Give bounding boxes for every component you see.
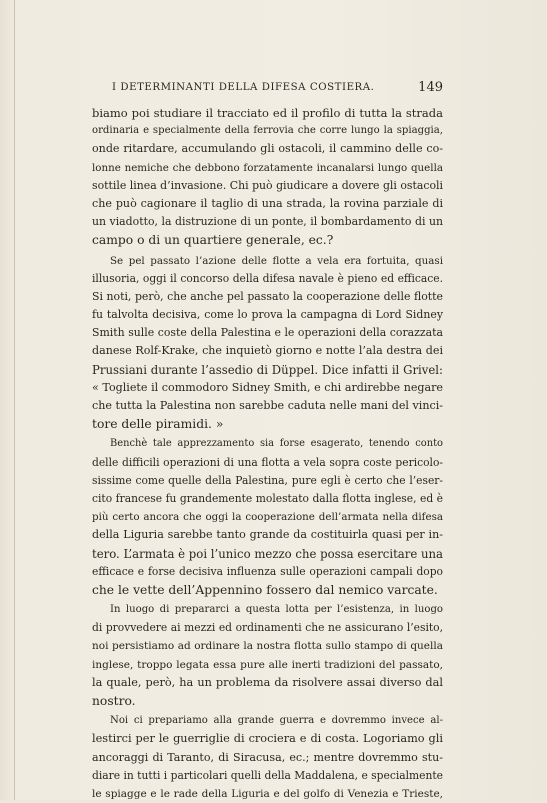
text-line: fu talvolta decisiva, come lo prova la campagna di Lord Sidney [92, 308, 443, 322]
text-line: cito francese fu grandemente molestato dalla flotta inglese, ed è [92, 491, 443, 505]
text-line: sissime come quelle della Palestina, pure egli è certo che l’eser- [92, 473, 443, 487]
text-line: diare in tutti i particolari quelli della Maddalena, e specialmente [92, 768, 443, 782]
text-line: della Liguria sarebbe tanto grande da costituirla quasi per in- [92, 528, 443, 542]
text-line: Se pel passato l’azione delle flotte a vela era fortuita, quasi [110, 254, 443, 267]
page-header [92, 80, 443, 100]
text-line: le spiagge e le rade della Liguria e del golfo di Venezia e Trieste, [92, 787, 443, 800]
text-line: lestirci per le guerriglie di crociera e di costa. Logoriamo gli [92, 732, 443, 746]
text-line: danese Rolf-Krake, che inquietò giorno e notte l’ala destra dei [92, 344, 443, 358]
running-title: I DETERMINANTI DELLA DIFESA COSTIERA. [112, 82, 375, 93]
text-line: che può cagionare il taglio di una strada, la rovina parziale di [92, 196, 443, 210]
text-line: Benchè tale apprezzamento sia forse esagerato, tenendo conto [110, 438, 443, 450]
text-line: Prussiani durante l’assedio di Düppel. Dice infatti il Grivel: [92, 362, 443, 377]
text-line: che le vette dell’Appennino fossero dal nemico varcate. [92, 582, 438, 597]
text-line: onde ritardare, accumulando gli ostacoli, il cammino delle co- [92, 142, 443, 156]
text-line: efficace e forse decisiva influenza sulle operazioni campali dopo [92, 564, 443, 578]
text-line: che tutta la Palestina non sarebbe caduta nelle mani del vinci- [92, 399, 443, 412]
text-line: In luogo di prepararci a questa lotta per l’esistenza, in luogo [110, 604, 443, 616]
text-line: tero. L’armata è poi l’unico mezzo che possa esercitare una [92, 546, 443, 561]
text-line: biamo poi studiare il tracciato ed il profilo di tutta la strada [92, 106, 443, 120]
text-line: « Togliete il commodoro Sidney Smith, e chi ardirebbe negare [92, 380, 443, 394]
text-line: di provvedere ai mezzi ed ordinamenti che ne assicurano l’esito, [92, 621, 443, 635]
text-line: noi persistiamo ad ordinare la nostra flotta sullo stampo di quella [92, 640, 443, 653]
text-line: delle difficili operazioni di una flotta a vela sopra coste pericolo- [92, 455, 443, 469]
page-number: 149 [418, 80, 443, 95]
text-line: un viadotto, la distruzione di un ponte, il bombardamento di un [92, 215, 443, 229]
text-line: la quale, però, ha un problema da risolvere assai diverso dal [92, 675, 443, 689]
text-line: Noi ci prepariamo alla grande guerra e dovremmo invece al- [110, 715, 443, 727]
text-line: ancoraggi di Taranto, di Siracusa, ec.; mentre dovremmo stu- [92, 750, 443, 764]
text-line: tore delle piramidi. » [92, 417, 224, 432]
text-line: Smith sulle coste della Palestina e le operazioni della corazzata [92, 326, 443, 340]
body-text [92, 104, 443, 803]
text-line: lonne nemiche che debbono forzatamente incanalarsi lungo quella [92, 161, 443, 174]
text-line: più certo ancora che oggi la cooperazione dell’armata nella difesa [92, 511, 443, 524]
text-line: inglese, troppo legata essa pure alle inerti tradizioni del passato, [92, 658, 443, 671]
text-line: nostro. [92, 694, 136, 708]
binding-gutter [14, 0, 15, 800]
text-line: ordinaria e specialmente della ferrovia che corre lungo la spiaggia, [92, 125, 443, 137]
text-line: illusoria, oggi il concorso della difesa navale è pieno ed efficace. [92, 271, 443, 285]
text-line: sottile linea d’invasione. Chi può giudicare a dovere gli ostacoli [92, 178, 443, 192]
text-line: Si noti, però, che anche pel passato la cooperazione delle flotte [92, 289, 443, 303]
text-line: campo o di un quartiere generale, ec.? [92, 233, 334, 248]
